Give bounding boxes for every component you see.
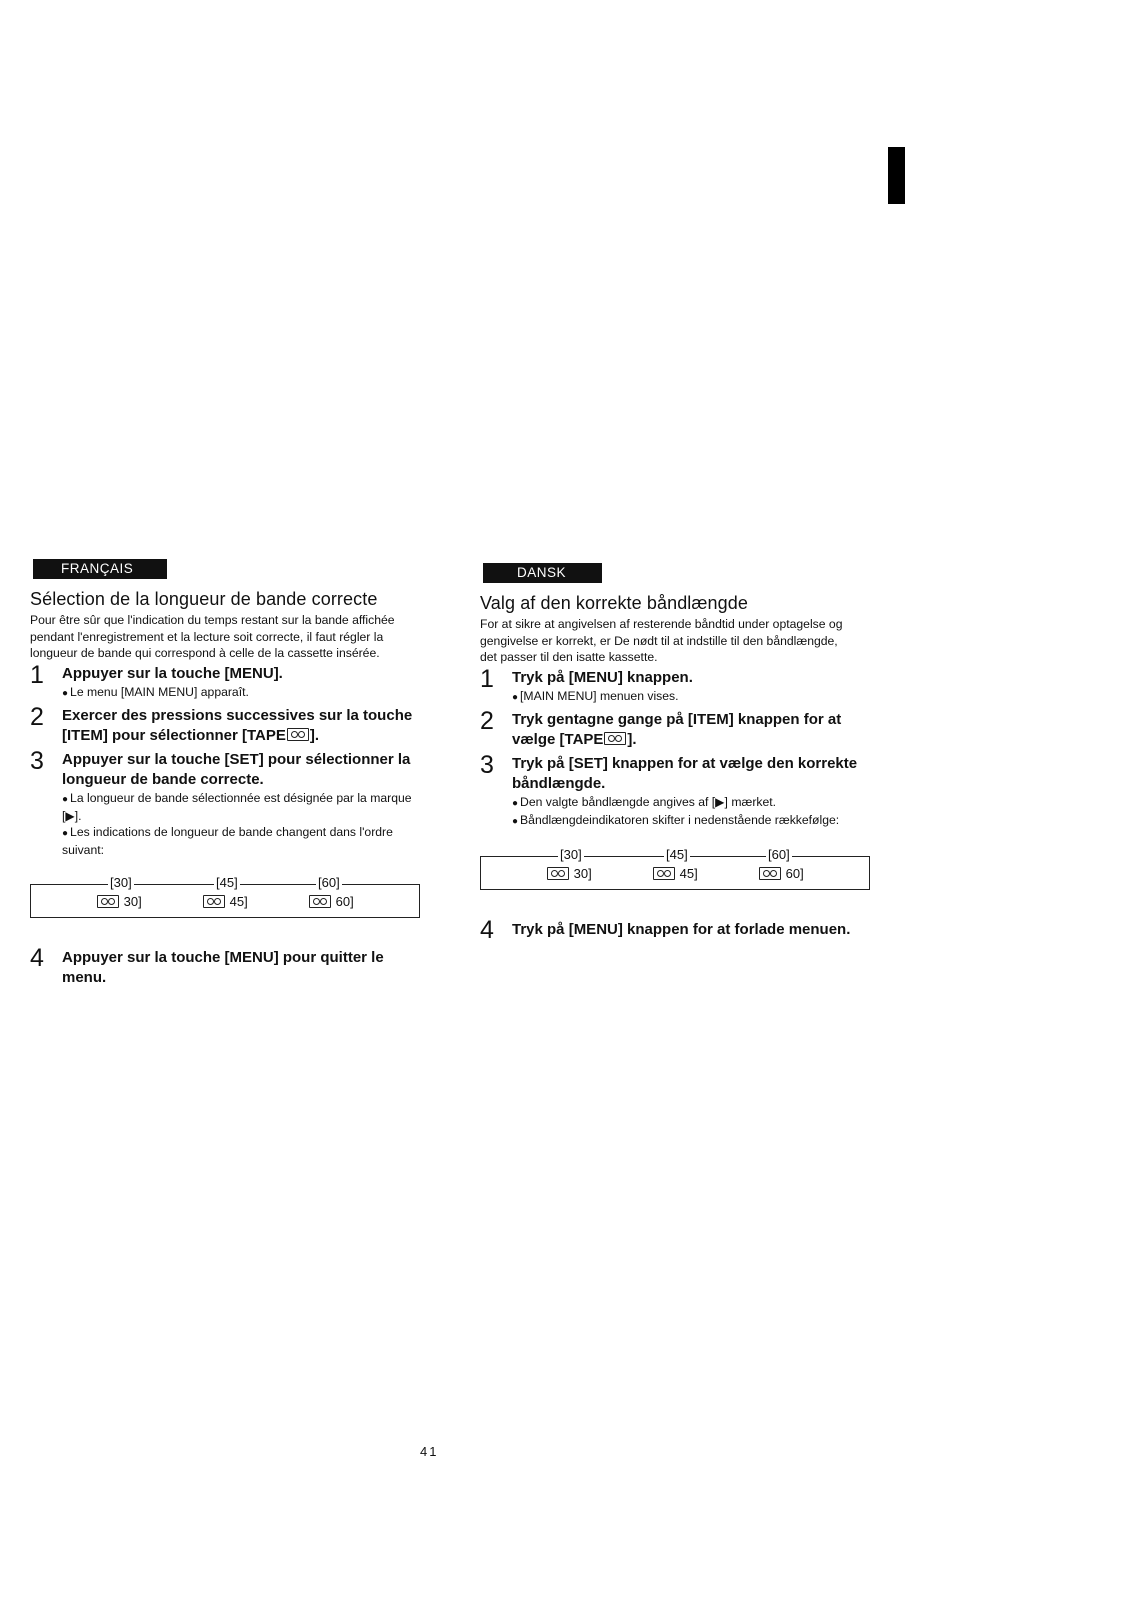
- step-2-dansk: 2 Tryk gentagne gange på [ITEM] knappen for at vælge [TAPE ].: [480, 706, 842, 748]
- tape-icon: [203, 895, 225, 908]
- step-3-francais: 3 Appuyer sur la touche [SET] pour sélectionner la longueur de bande correcte. ● La longueur de bande sélectionnée est désignée par la marque [▶]. ● Les indications de longueur de bande changent dans l'ordre suivant:: [30, 746, 412, 857]
- dansk-column: [480, 559, 870, 944]
- step-4-dansk: 4 Tryk på [MENU] knappen for at forlade menuen.: [480, 915, 851, 944]
- section-title-francais: Sélection de la longueur de bande correcte: [30, 589, 378, 609]
- section-title-dansk: Valg af den korrekte båndlængde: [480, 593, 748, 613]
- tape-icon: [547, 867, 569, 880]
- intro-text-dansk: For at sikre at angivelsen af resterende båndtid under optagelse og gengivelse er korrekt, er De nødt til at indstille til den båndlængde, det passer til den isatte kassette.: [480, 617, 843, 664]
- francais-column: [30, 559, 420, 992]
- step-2-francais: 2 Exercer des pressions successives sur la touche [ITEM] pour sélectionner [TAPE ].: [30, 702, 413, 744]
- intro-text-francais: Pour être sûr que l'indication du temps restant sur la bande affichée pendant l'enregistrement et la lecture soit correcte, il faut régler la longueur de bande qui correspond à celle de la cassette insérée.: [30, 613, 395, 660]
- tape-length-cycle-francais: [30] [45] [60] 30] 45] 60]: [30, 872, 420, 928]
- tape-icon: [309, 895, 331, 908]
- page-edge-tab: [888, 147, 905, 204]
- step-4-francais: 4 Appuyer sur la touche [MENU] pour quitter le menu.: [30, 943, 384, 986]
- language-tag-francais: FRANÇAIS: [33, 559, 167, 579]
- tape-icon: [759, 867, 781, 880]
- step-1-dansk: 1 Tryk på [MENU] knappen. ● [MAIN MENU] menuen vises.: [480, 664, 693, 703]
- tape-icon: [653, 867, 675, 880]
- tape-icon: [604, 732, 626, 745]
- step-1-francais: 1 Appuyer sur la touche [MENU]. ● Le menu [MAIN MENU] apparaît.: [30, 660, 283, 699]
- tape-length-cycle-dansk: [30] [45] [60] 30] 45] 60]: [480, 844, 870, 900]
- page-number: 41: [420, 1444, 439, 1459]
- tape-icon: [97, 895, 119, 908]
- language-tag-dansk: DANSK: [483, 563, 602, 583]
- step-3-dansk: 3 Tryk på [SET] knappen for at vælge den korrekte båndlængde. ● Den valgte båndlængde angives af [▶] mærket. ● Båndlængdeindikatoren skifter i nedenstående rækkefølge:: [480, 750, 858, 827]
- tape-icon: [287, 728, 309, 741]
